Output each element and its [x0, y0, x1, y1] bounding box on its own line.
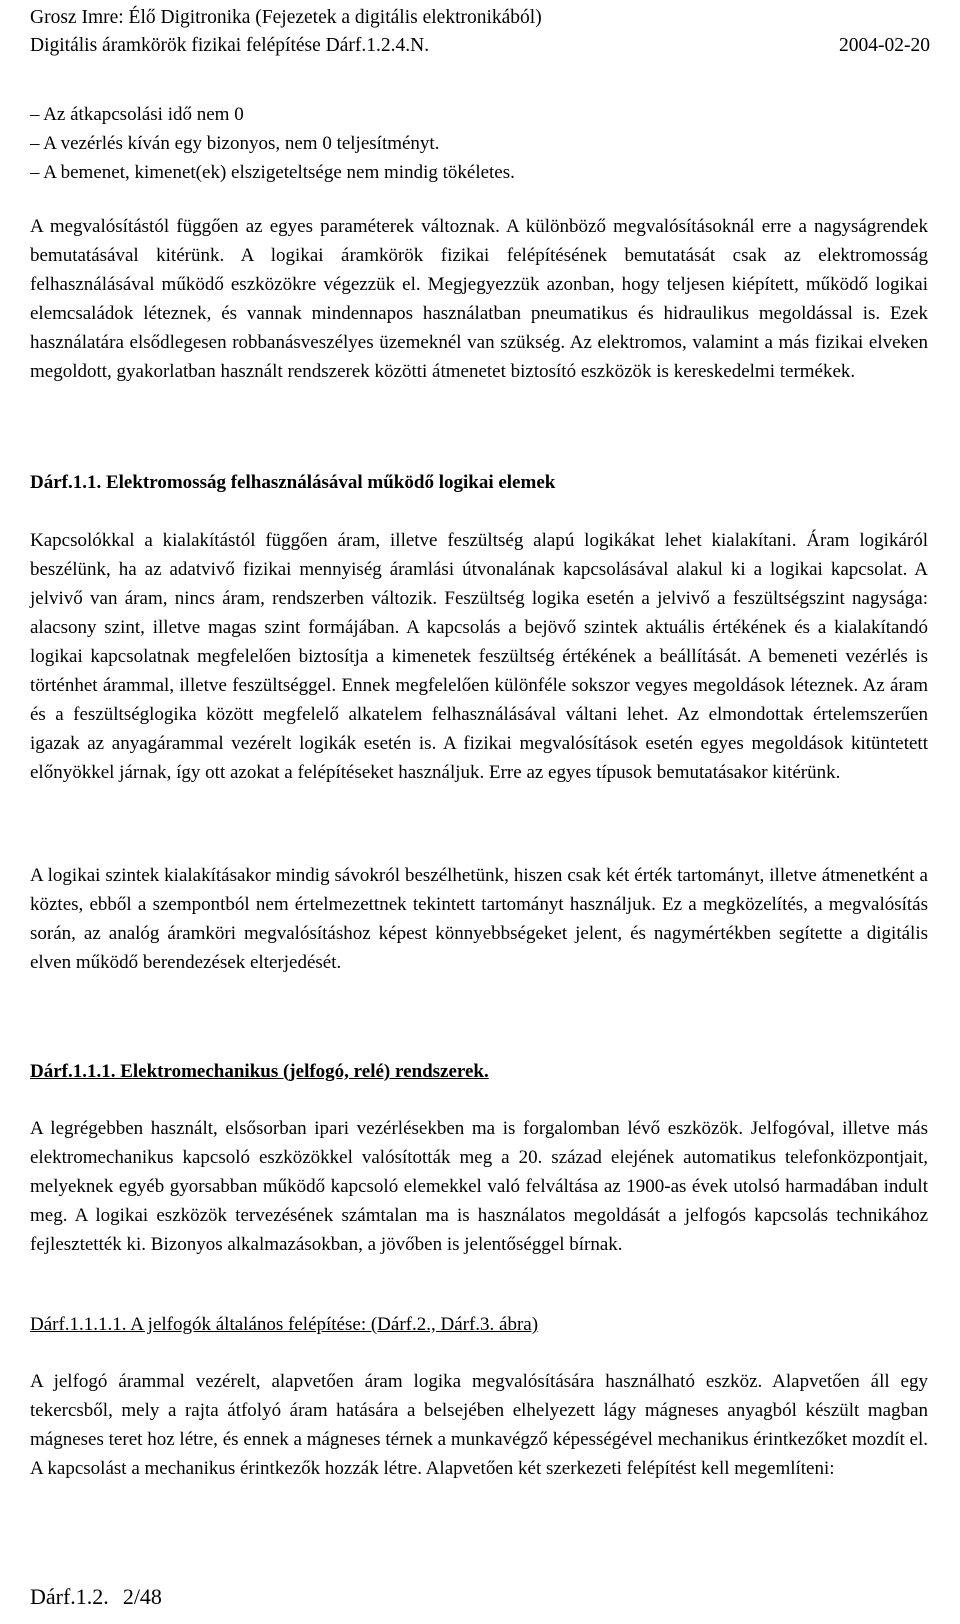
page-header	[30, 4, 930, 60]
footer-section: Dárf.1.2.	[30, 1584, 109, 1609]
header-subtitle-row	[30, 32, 930, 60]
header-date: 2004-02-20	[839, 35, 930, 56]
bullet-item: – A vezérlés kíván egy bizonyos, nem 0 teljesítményt.	[30, 133, 440, 154]
bullet-item: – A bemenet, kimenet(ek) elszigeteltsége nem mindig tökéletes.	[30, 162, 515, 183]
section-heading-3: Dárf.1.1.1.1. A jelfogók általános felépítése: (Dárf.2., Dárf.3. ábra)	[30, 1314, 539, 1335]
section2-paragraph: A legrégebben használt, elsősorban ipari vezérlésekben ma is forgalomban lévő eszközök. Jelfogóval, illetve más elektromechanikus kapcsoló eszközökkel valósították meg a 20. század elejének automatikus telefonközpontjait, melyeknek egyéb gyorsabban működő kapcsoló elemekkel való felváltása az 1900-as évek utolsó harmadában indult meg. A logikai eszközök tervezésének számtalan ma is használatos megoldását a jelfogós kapcsolás technikához fejlesztették ki. Bizonyos alkalmazásokban, a jövőben is jelentőséggel bírnak.	[30, 1118, 928, 1255]
section1-paragraph: Kapcsolókkal a kialakítástól függően áram, illetve feszültség alapú logikákat lehet kialakítani. Áram logikáról beszélünk, ha az adatvivő fizikai mennyiség áramlási útvonalának kapcsolásával alakul ki a logikai kapcsolat. A jelvivő van áram, nincs áram, rendszerben változik. Feszültség logika esetén a jelvivő a feszültségszint nagysága: alacsony szint, illetve magas szint formájában. A kapcsolás a bejövő szintek aktuális értékének és a kialakítandó logikai kapcsolatnak megfelelően biztosítja a kimenetek feszültség értékének a beállítását. A bemeneti vezérlés is történhet árammal, illetve feszültséggel. Ennek megfelelően különféle sokszor vegyes megoldások léteznek. Az áram és a feszültséglogika között megfelelő alkatelem felhasználásával váltani lehet. Az elmondottak értelemszerűen igazak az anyagárammal vezérelt logikák esetén is. A fizikai megvalósítások esetén egyes megoldások kitüntetett előnyökkel járnak, így ott azokat a felépítéseket használjuk. Erre az egyes típusok bemutatásakor kitérünk.	[30, 530, 928, 783]
bullet-item: – Az átkapcsolási idő nem 0	[30, 104, 244, 125]
intro-paragraph: A megvalósítástól függően az egyes paraméterek változnak. A különböző megvalósításoknál erre a nagyságrendek bemutatásával kitérünk. A logikai áramkörök fizikai felépítésének bemutatását csak az elektromosság felhasználásával működő eszközökre végezzük el. Megjegyezzük azonban, hogy teljesen kiépített, működő logikai elemcsaládok léteznek, és vannak mindennapos használatban pneumatikus és hidraulikus megoldással is. Ezek használatára elsődlegesen robbanásveszélyes üzemeknél van szükség. Az elektromos, valamint a más fizikai elveken megoldott, gyakorlatban használt rendszerek közötti átmenetet biztosító eszközök is kereskedelmi termékek.	[30, 216, 928, 382]
header-subtitle: Digitális áramkörök fizikai felépítése Dárf.1.2.4.N.	[30, 35, 430, 56]
section-heading-1: Dárf.1.1. Elektromosság felhasználásával működő logikai elemek	[30, 472, 556, 493]
section1b-paragraph: A logikai szintek kialakításakor mindig sávokról beszélhetünk, hiszen csak két érték tartományt, illetve átmenetként a köztes, ebből a szempontból nem értelmezettnek tekintett tartományt használjuk. Ez a megközelítés, a megvalósítás során, az analóg áramköri megvalósításhoz képest könnyebbségeket jelent, és nagymértékben segítette a digitális elven működő berendezések elterjedését.	[30, 865, 928, 973]
bullet-list	[30, 100, 515, 187]
section3-paragraph: A jelfogó árammal vezérelt, alapvetően áram logika megvalósítására használható eszköz. Alapvetően áll egy tekercsből, mely a rajta átfolyó áram hatására a belsejében elhelyezett lágy mágneses anyagból készült magban mágneses teret hoz létre, és ennek a mágneses térnek a munkavégző képességével mechanikus érintkezőket mozdít el. A kapcsolást a mechanikus érintkezők hozzák létre. Alapvetően két szerkezeti felépítést kell megemlíteni:	[30, 1371, 928, 1479]
header-title: Grosz Imre: Élő Digitronika (Fejezetek a digitális elektronikából)	[30, 7, 542, 28]
page-footer	[30, 1582, 162, 1612]
footer-page-number: 2/48	[122, 1584, 162, 1609]
section-heading-2: Dárf.1.1.1. Elektromechanikus (jelfogó, relé) rendszerek.	[30, 1061, 489, 1082]
